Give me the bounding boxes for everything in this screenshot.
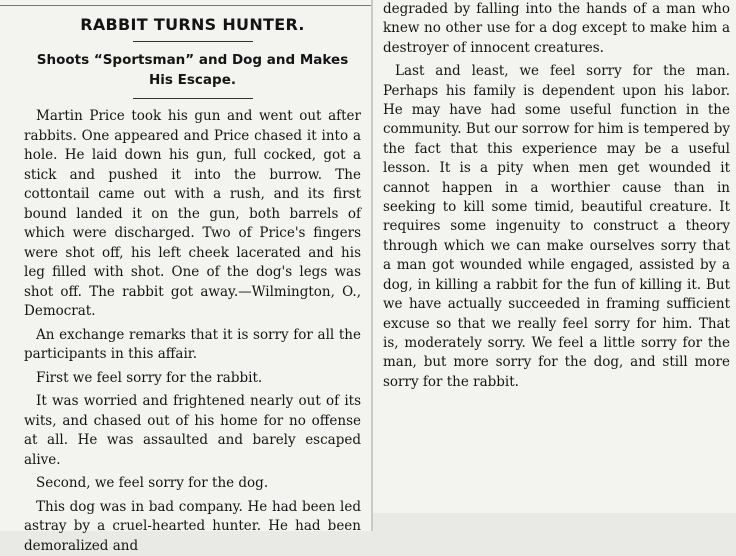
paragraph-second-dog: Second, we feel sorry for the dog. [24, 474, 361, 494]
right-column [373, 0, 736, 513]
paragraph-rabbit-worried: It was worried and frightened nearly out of its wits, and chased out of his home for no offense at all. He was assaulted and barely escaped alive. [24, 392, 361, 470]
paragraph-man: Last and least, we feel sorry for the man. Perhaps his family is dependent upon his labor. He may have had some useful function in the community. But our sorrow for him is tempered by the fact that this experience may be a useful lesson. It is a pity when men get wounded it cannot happen in a worthier cause than in seeking to kill some timid, beautiful creature. It requires some ingenuity to construct a theory through which we can make ourselves sorry that a man got wounded while engaged, assisted by a dog, in killing a rabbit for the fun of killing it. But we have actually succeeded in framing sufficient excuse so that we really feel sorry for him. That is, moderately sorry. We feel a little sorry for the man, but more sorry for the dog, and still more sorry for the rabbit. [383, 62, 730, 392]
subheadline: Shoots “Sportsman” and Dog and Makes His Escape. [24, 50, 361, 90]
paragraph-dog-continued: degraded by falling into the hands of a man who knew no other use for a dog except to make him a destroyer of innocent creatures. [383, 0, 730, 58]
paragraph-first-rabbit: First we feel sorry for the rabbit. [24, 369, 361, 389]
top-rule [0, 0, 371, 6]
headline: RABBIT TURNS HUNTER. [24, 15, 361, 34]
paragraph-dog-company: This dog was in bad company. He had been led astray by a cruel-hearted hunter. He had been demoralized and [24, 498, 361, 556]
paragraph-incident: Martin Price took his gun and went out after rabbits. One appeared and Price chased it into a hole. He laid down his gun, full cocked, got a stick and pushed it into the burrow. The cottontail came out with a rush, and its first bound landed it on the gun, both barrels of which were discharged. Two of Price's fingers were shot off, his left cheek lacerated and his leg filled with shot. One of the dog's legs was shot off. The rabbit got away.—Wilmington, O., Democrat. [24, 107, 361, 322]
subheadline-rule [133, 98, 253, 99]
headline-rule [133, 41, 253, 42]
paragraph-exchange: An exchange remarks that it is sorry for all the participants in this affair. [24, 326, 361, 365]
left-column [0, 0, 371, 531]
